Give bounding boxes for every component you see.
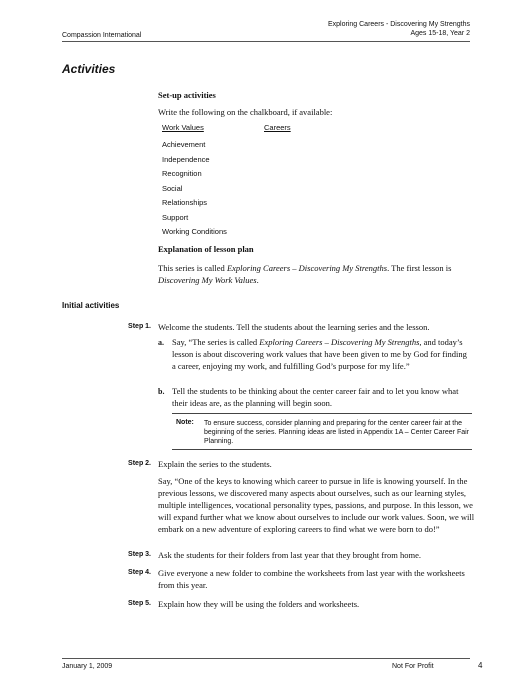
step-1a-text-part: , and today’s lesson is about discovering work values that have been given to me by God for finding a career, enjoying my work, and fulfilling God’s purpose for my life.” xyxy=(172,337,467,371)
explanation-text-part: This series is called xyxy=(158,263,227,273)
initial-activities-heading: Initial activities xyxy=(62,301,120,310)
work-values-list xyxy=(162,138,227,240)
explanation-text-part: . xyxy=(256,275,259,285)
step-4-text: Give everyone a new folder to combine the worksheets from last year with the worksheets from this year. xyxy=(158,568,465,590)
footer-divider xyxy=(62,658,470,659)
header-org: Compassion International xyxy=(62,32,142,39)
step-1b-text: Tell the students to be thinking about the center career fair and to let you know what their ideas are, as the planning will begin soon. xyxy=(172,386,459,408)
header-series-title: Exploring Careers - Discovering My Strengths xyxy=(328,21,470,28)
work-value-item: Relationships xyxy=(162,198,208,207)
page-number: 4 xyxy=(478,661,483,670)
work-values-header: Work Values xyxy=(162,123,204,132)
step-2-label: Step 2. xyxy=(128,460,151,467)
lesson-name: Discovering My Work Values xyxy=(158,275,257,285)
step-4-label: Step 4. xyxy=(128,569,151,576)
step-1b-label: b. xyxy=(158,387,165,396)
work-value-item: Recognition xyxy=(162,169,202,178)
header-divider xyxy=(62,41,470,42)
note-label: Note: xyxy=(176,419,194,426)
setup-heading: Set-up activities xyxy=(158,90,216,100)
step-2-text: Explain the series to the students. xyxy=(158,459,272,469)
step-1a-label: a. xyxy=(158,338,164,347)
work-value-item: Independence xyxy=(162,154,210,164)
section-title: Activities xyxy=(62,62,116,76)
step-5-text: Explain how they will be using the folders and worksheets. xyxy=(158,599,360,609)
step-1-label: Step 1. xyxy=(128,323,151,330)
note-text: To ensure success, consider planning and preparing for the center career fair at the beginning of the series. Planning ideas are listed in Appendix 1A – Center Career Fair Planning. xyxy=(204,420,469,445)
header-series xyxy=(328,20,470,38)
footer-date: January 1, 2009 xyxy=(62,663,113,670)
work-value-item: Social xyxy=(162,183,183,193)
setup-instruction: Write the following on the chalkboard, if available: xyxy=(158,107,333,117)
work-value-item: Support xyxy=(162,212,189,222)
step-1a-series-name: Exploring Careers – Discovering My Strengths xyxy=(259,337,420,347)
header-ages: Ages 15-18, Year 2 xyxy=(410,30,470,37)
footer-status: Not For Profit xyxy=(392,663,434,670)
explanation-heading: Explanation of lesson plan xyxy=(158,244,254,254)
explanation-text xyxy=(158,262,474,286)
step-1a-text-part: Say, “The series is called xyxy=(172,337,260,347)
note-top-rule xyxy=(172,413,472,414)
step-1-text: Welcome the students. Tell the students about the learning series and the lesson. xyxy=(158,322,430,332)
series-name: Exploring Careers – Discovering My Strengths xyxy=(226,263,388,273)
work-value-item: Achievement xyxy=(162,140,206,149)
step-2-quote: Say, “One of the keys to knowing which career to pursue in life is knowing yourself. In the previous lessons, we discovered many aspects about ourselves, such as our learning styles, multiple intelligences, vocational personality types, passions, and purpose. In this lesson, we will expand further what we know about ourselves to include our work values. Soon, we will embark on a new adventure of exploring careers to find what we were born to do!” xyxy=(158,476,475,534)
work-value-item: Working Conditions xyxy=(162,227,227,236)
step-3-text: Ask the students for their folders from last year that they brought from home. xyxy=(158,550,421,560)
step-1a-text xyxy=(172,336,472,372)
step-5-label: Step 5. xyxy=(128,600,151,607)
careers-header: Careers xyxy=(264,123,291,132)
note-bottom-rule xyxy=(172,449,472,450)
step-3-label: Step 3. xyxy=(128,551,151,558)
explanation-text-part: . The first lesson is xyxy=(387,263,452,273)
